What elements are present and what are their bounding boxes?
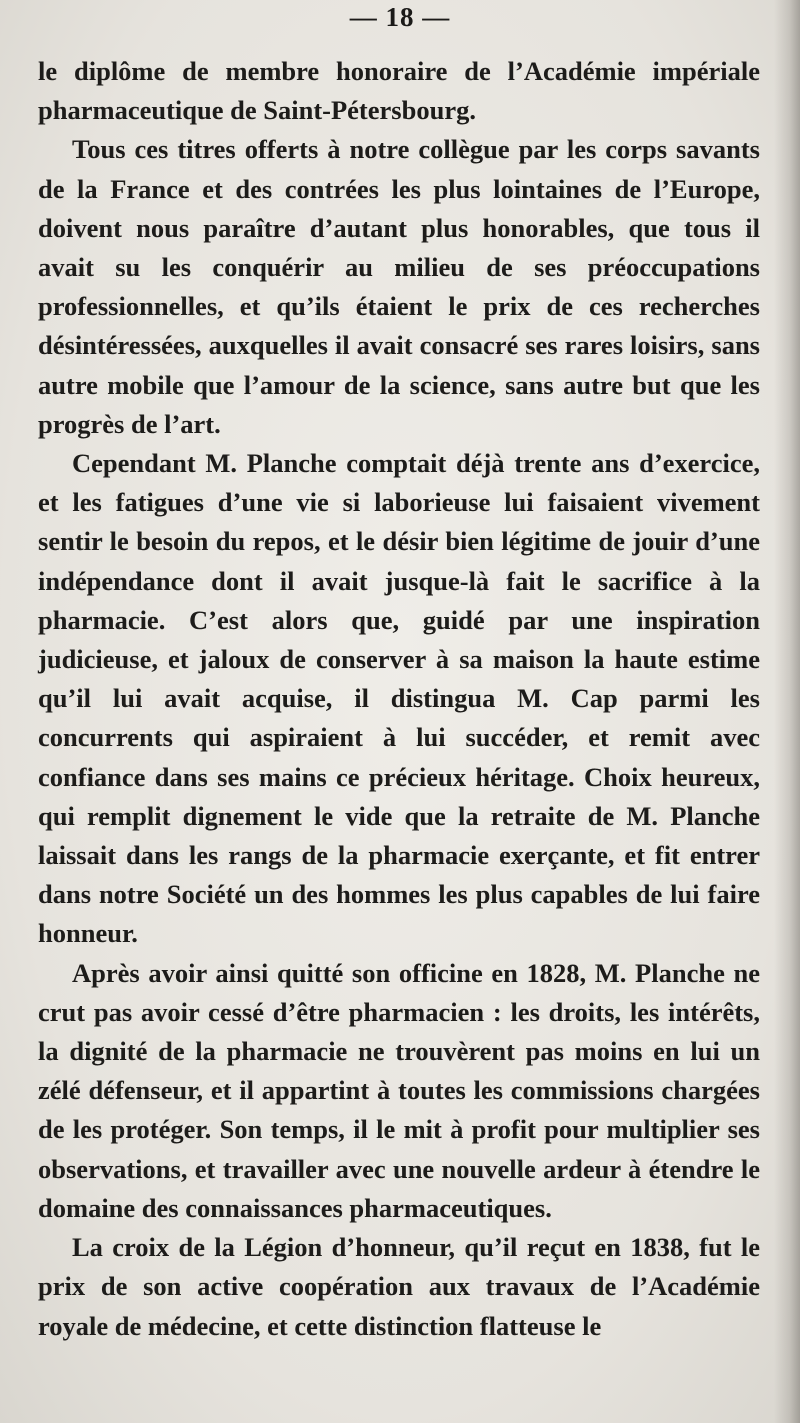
paragraph: Tous ces titres offerts à notre collègue par les corps savants de la France et des contrées les plus lointaines de l’Europe, doivent nous paraître d’autant plus honorables, que tous il avait su les conquérir au milieu de ses préoccupations professionnelles, et qu’ils étaient le prix de ces recherches désintéressées, auxquelles il avait consacré ses rares loisirs, sans autre mobile que l’amour de la science, sans autre but que les progrès de l’art. [38,134,760,439]
paragraph-continued: le diplôme de membre honoraire de l’Académie impériale pharmaceutique de Saint-Pétersbourg. [38,56,760,126]
paragraph: La croix de la Légion d’honneur, qu’il reçut en 1838, fut le prix de son active coopération aux travaux de l’Académie royale de médecine, et cette distinction flatteuse le [38,1232,760,1341]
paragraph: Après avoir ainsi quitté son officine en 1828, M. Planche ne crut pas avoir cessé d’être pharmacien : les droits, les intérêts, la dignité de la pharmacie ne trouvèrent pas moins en lui un zélé défenseur, et il appartint à toutes les commissions chargées de les protéger. Son temps, il le mit à profit pour multiplier ses observations, et travailler avec une nouvelle ardeur à étendre le domaine des connaissances pharmaceutiques. [38,957,760,1223]
page-number: — 18 — [349,2,451,32]
page-gutter-shadow [774,0,800,1423]
paragraph: Cependant M. Planche comptait déjà trente ans d’exercice, et les fatigues d’une vie si laborieuse lui faisaient vivement sentir le besoin du repos, et le désir bien légitime de jouir d’une indépendance dont il avait jusque-là fait le sacrifice à la pharmacie. C’est alors que, guidé par une inspiration judicieuse, et jaloux de conserver à sa maison la haute estime qu’il lui avait acquise, il distingua M. Cap parmi les concurrents qui aspiraient à lui succéder, et remit avec confiance dans ses mains ce précieux héritage. Choix heureux, qui remplit dignement le vide que la retraite de M. Planche laissait dans les rangs de la pharmacie exerçante, et fit entrer dans notre Société un des hommes les plus capables de lui faire honneur. [38,448,760,949]
body-text [38,52,760,1346]
